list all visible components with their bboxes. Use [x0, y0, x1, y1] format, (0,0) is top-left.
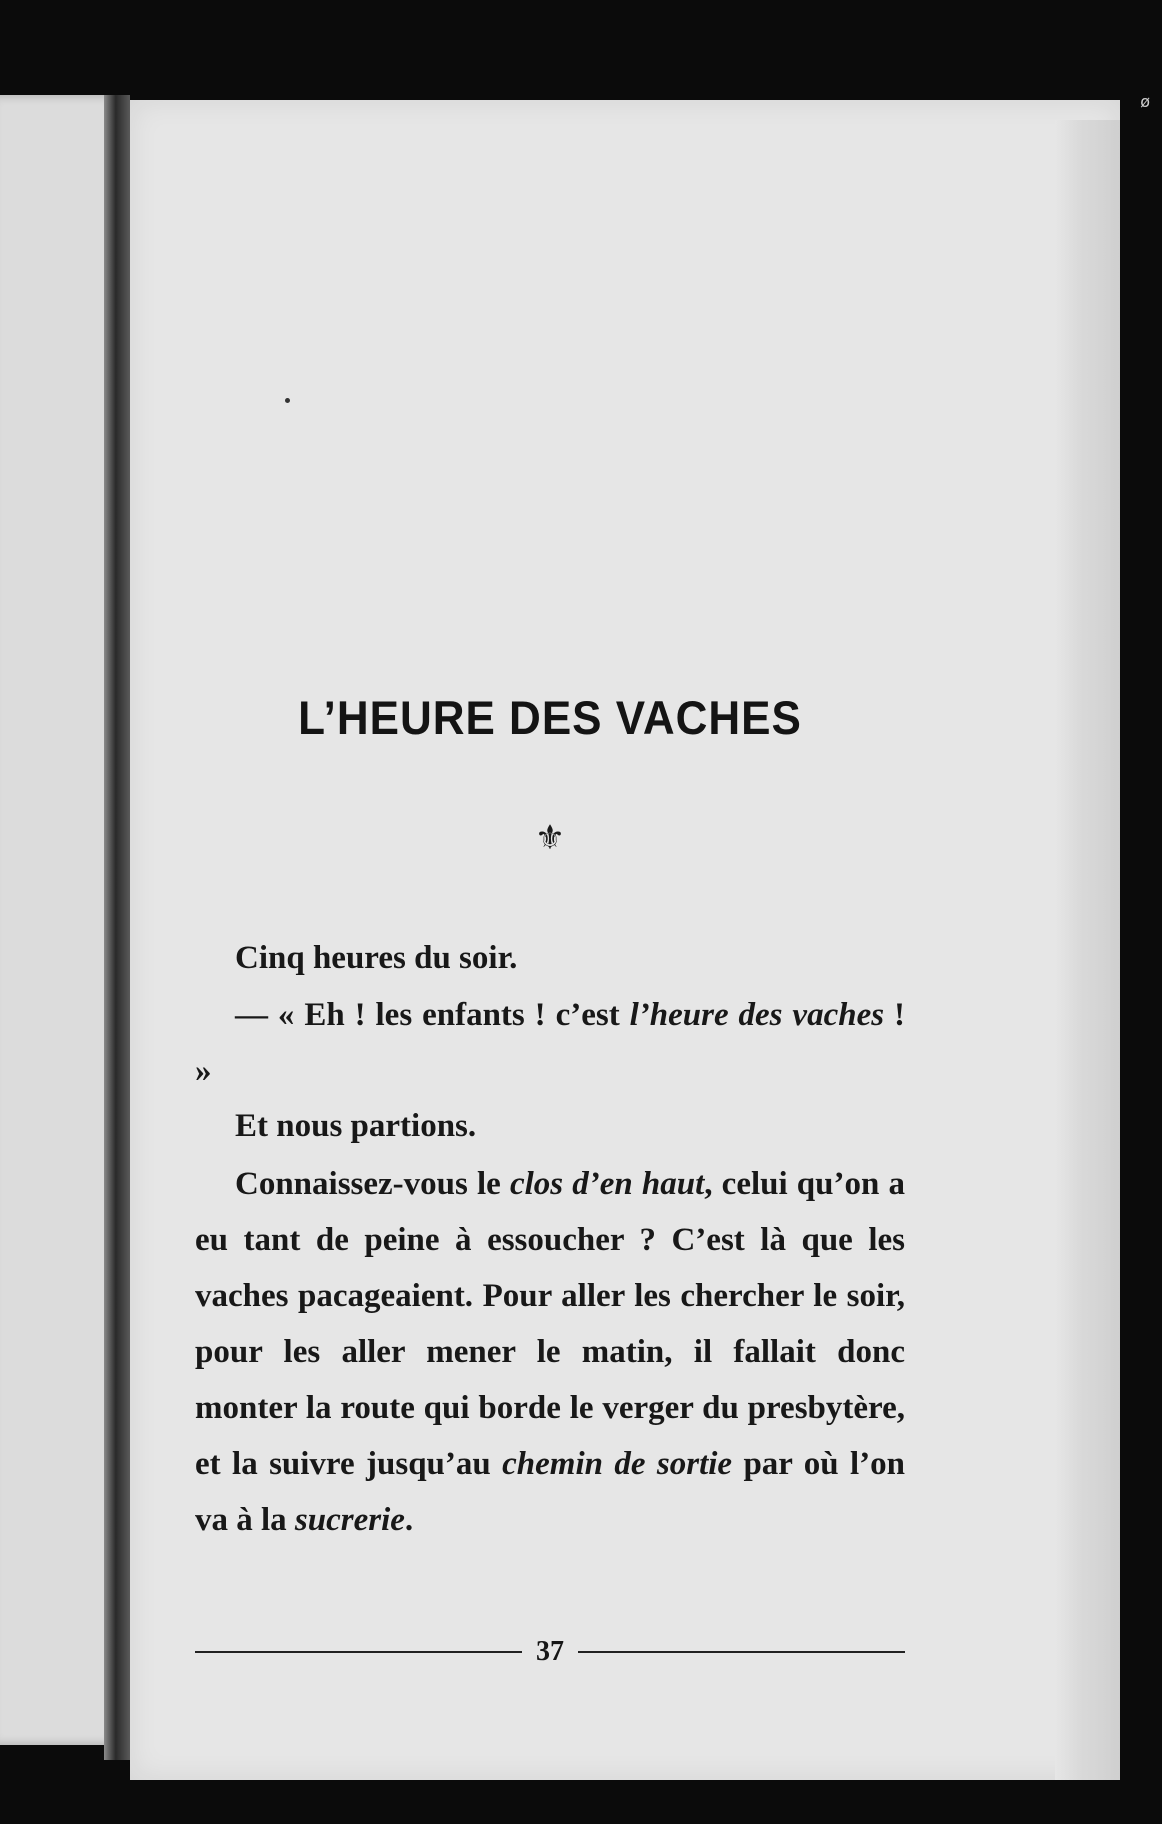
paragraph-1 [195, 930, 905, 986]
footer-rule-right [578, 1651, 905, 1653]
text-run: Connaissez-vous le [235, 1166, 510, 1202]
text-run: Cinq heures du soir. [235, 940, 518, 976]
footer-rule-left [195, 1651, 522, 1653]
text-run: — « Eh ! les enfants ! c’est [235, 997, 630, 1033]
italic-phrase: clos d’en haut [509, 1166, 705, 1202]
text-run: Et nous partions. [235, 1108, 477, 1144]
text-run: . [404, 1502, 414, 1538]
book-gutter [104, 95, 130, 1760]
page-number: 37 [536, 1636, 564, 1667]
paper-speck [285, 398, 290, 403]
page-footer [195, 1632, 905, 1672]
chapter-title: L’HEURE DES VACHES [298, 692, 802, 745]
text-run: , celui qu’on a eu tant de peine à essoucher ? C’est là que les vaches pacageaient. Pour aller les chercher le soir, pour les aller mener le matin, il fallait donc monter la route qui borde le verger du presbytère, et la suivre jusqu’au [195, 1166, 905, 1482]
paragraph-3 [195, 1098, 905, 1154]
corner-mark: ø [1140, 92, 1150, 111]
fleur-de-lis-ornament-icon: ⚜ [534, 818, 566, 858]
italic-phrase: sucrerie [294, 1502, 405, 1538]
paragraph-2 [195, 987, 905, 1099]
paragraph-4 [195, 1156, 905, 1548]
text-run: par où l’on va à la [195, 1446, 905, 1538]
page-edge-shadow [1055, 120, 1120, 1780]
italic-phrase: chemin de sortie [502, 1446, 733, 1482]
text-run: ! » [195, 997, 905, 1089]
italic-phrase: l’heure des vaches [629, 997, 885, 1033]
